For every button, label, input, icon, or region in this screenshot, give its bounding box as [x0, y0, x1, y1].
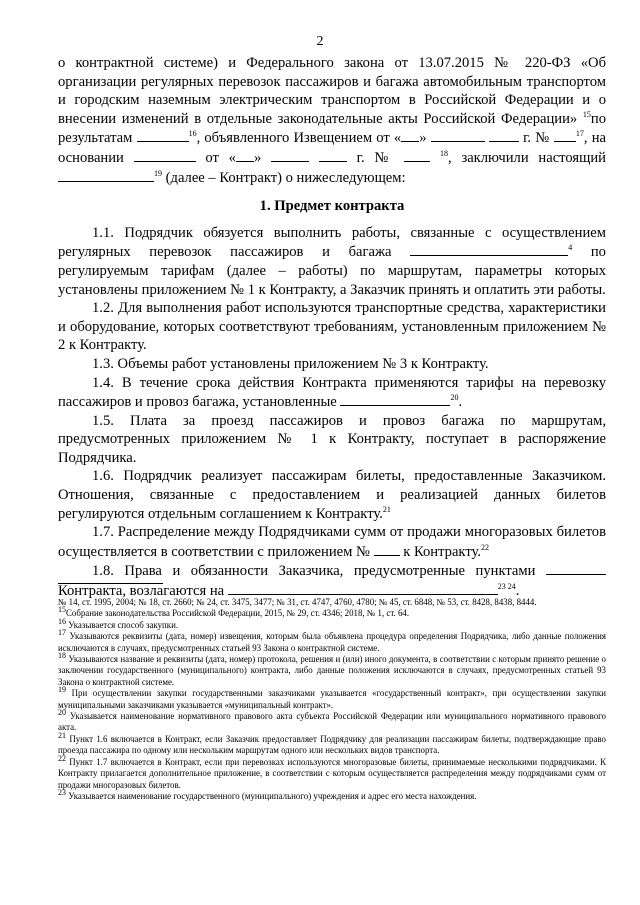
clause-1-3: 1.3. Объемы работ установлены приложением № 3 к Контракту. [92, 355, 489, 372]
footnotes [58, 597, 606, 802]
blank-field [489, 128, 519, 142]
clause-1-7: 1.7. Распределение между Подрядчиками сумм от продажи многоразовых билетов осуществляется в соответствии с приложением № к Контракту.$^{22}$ [58, 524, 606, 560]
section-title: 1. Предмет контракта [259, 198, 405, 215]
blank-field [319, 148, 347, 162]
document-body [58, 54, 606, 601]
blank-field [58, 168, 154, 182]
footnote: $^{18}$ Указываются название и реквизиты (дата, номер) протокола, решения и (или) иного документа, в соответствии с которым принято решение о заключении государственного (муниципального) контракта, либо данные положения исключаются в случаях, предусмотренных статьей 93 Закона о контрактной системе. [58, 651, 606, 687]
intro-paragraph: о контрактной системе) и Федерального закона от 13.07.2015 № 220-ФЗ «Об организации регулярных перевозок пассажиров и багажа автомобильным транспортом и городским наземным электрическим транспортом в Российской Федерации и о внесении изменений в отдельные законодательные акты Российской Федерации» $^{15}$по результатам $^{16}$, объявленного Извещением от « » г. № $^{17}$, на основании от « » г. № $^{18}$, заключили настоящий $^{19}$ (далее – Контракт) о нижеследующем: [58, 55, 607, 186]
footnote: $^{19}$ При осуществлении закупки государственными заказчиками указывается «государственный контракт», при осуществлении закупки муниципальными заказчиками указывается «муниципальный контракт». [58, 685, 606, 710]
clause-1-5: 1.5. Плата за проезд пассажиров и провоз багажа по маршрутам, предусмотренных приложением № 1 к Контракту, поступает в распоряжение Подрядчика. [58, 412, 606, 466]
footnote-separator [58, 583, 163, 584]
blank-field [134, 148, 196, 162]
footnote: $^{15}$Собрание законодательства Российской Федерации, 2015, № 29, ст. 4346; 2018, № 1, ст. 64. [58, 605, 410, 619]
clause-1-8: 1.8. Права и обязанности Заказчика, предусмотренные пунктами Контракта, возлагаются на $^{23 24}$. [58, 561, 606, 600]
blank-field [401, 128, 419, 142]
blank-field [554, 128, 576, 142]
blank-field [374, 542, 400, 556]
clause-1-4: 1.4. В течение срока действия Контракта применяются тарифы на перевозку пассажиров и провоз багажа, установленные $^{20}$. [58, 374, 606, 411]
clause-1-1: 1.1. Подрядчик обязуется выполнить работы, связанные с осуществлением регулярных перевозок пассажиров и багажа $^4$ по регулируемым тарифам (далее – работы) по маршрутам, параметры которых установлены приложением № 1 к Контракту, а Заказчик принять и оплатить эти работы. [58, 224, 606, 298]
blank-field [236, 148, 254, 162]
blank-field [137, 128, 189, 142]
footnote: $^{20}$ Указывается наименование нормативного правового акта субъекта Российской Федерации или муниципального нормативного правового акта. [58, 708, 606, 733]
blank-field [546, 561, 606, 575]
page-number: 2 [316, 34, 324, 49]
blank-field [410, 242, 568, 256]
footnote: $^{21}$ Пункт 1.6 включается в Контракт, если Заказчик предоставляет Подрядчику для реализации пассажирам билеты, подтверждающие право проезда пассажира по одному или нескольким маршрутам одного или нескольких видов транспорта. [58, 730, 606, 756]
blank-field [228, 581, 498, 595]
footnote: $^{16}$ Указывается способ закупки. [58, 616, 179, 630]
clause-1-2: 1.2. Для выполнения работ используются транспортные средства, характеристики и оборудование, которых соответствуют требованиям, установленным приложением № 2 к Контракту. [58, 300, 606, 354]
footnote: № 14, ст. 1995, 2004; № 18, ст. 2660; № 24, ст. 3475, 3477; № 31, ст. 4747, 4760, 4780; № 45, ст. 6848, № 53, ст. 8428, 8438, 8444. [58, 597, 537, 607]
clause-1-6: 1.6. Подрядчик реализует пассажирам билеты, предоставленные Заказчиком. Отношения, связанные с предоставлением и реализацией данных билетов регулируются отдельным соглашением к Контракту.$^{21}$ [58, 468, 606, 522]
footnote: $^{23}$ Указывается наименование государственного (муниципального) учреждения и адрес его места нахождения. [58, 787, 477, 801]
footnote: $^{17}$ Указываются реквизиты (дата, номер) извещения, которым была объявлена процедура определения Подрядчика, либо данные положения исключаются в случаях, предусмотренных статьей 93 Закона о контрактной системе. [58, 628, 606, 653]
blank-field [271, 148, 309, 162]
blank-field [340, 392, 450, 406]
footnote: $^{22}$ Пункт 1.7 включается в Контракт, если при перевозках используются многоразовые билеты, принимаемые несколькими подрядчиками. К Контракту прилагается дополнительное приложение, в соответствии с которым осуществляется распределения между подрядчиками сумм от продажи многоразовых билетов. [58, 753, 606, 790]
blank-field [431, 128, 485, 142]
blank-field [404, 148, 430, 162]
